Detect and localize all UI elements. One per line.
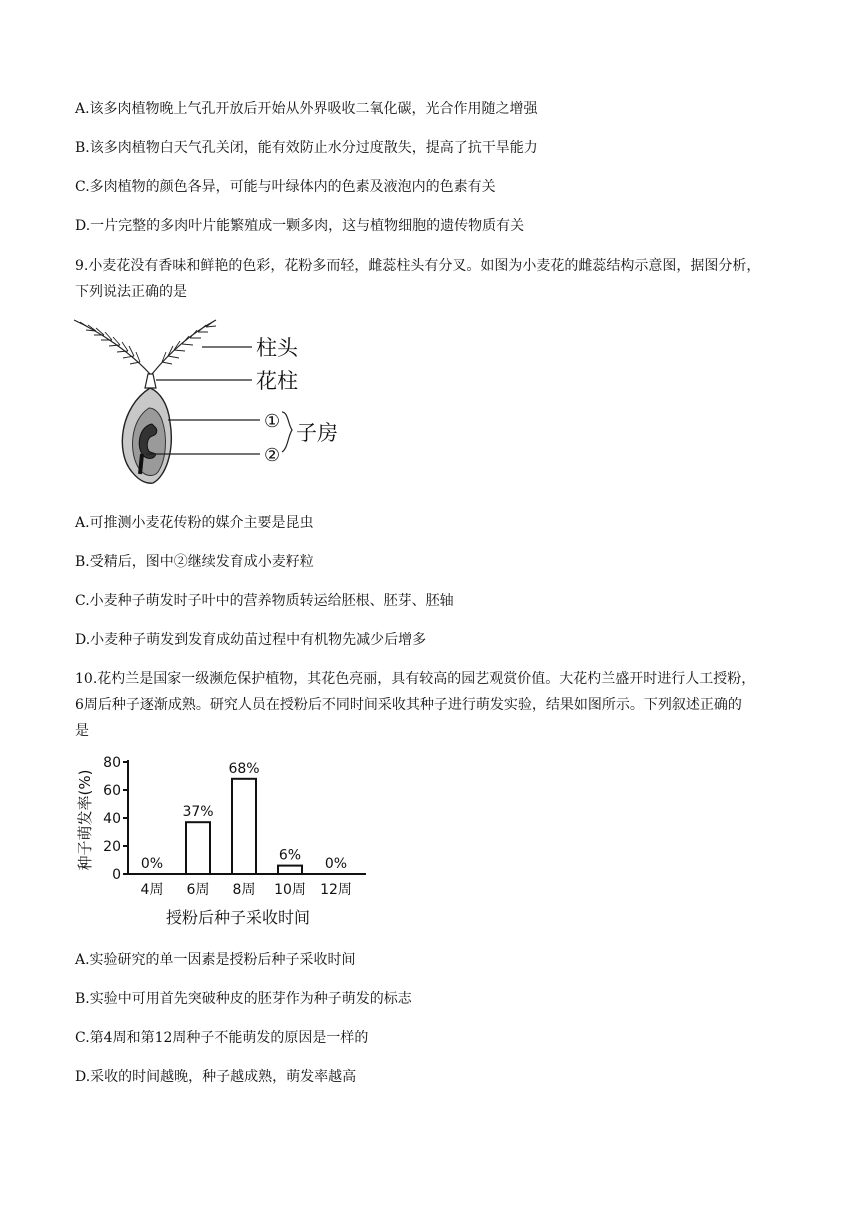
pistil-diagram (70, 312, 350, 492)
q8-option-a: A.该多肉植物晚上气孔开放后开始从外界吸收二氧化碳，光合作用随之增强 (75, 101, 538, 117)
bar-value-label: 0% (140, 856, 164, 872)
q8-option-b: B.该多肉植物白天气孔关闭，能有效防止水分过度散失，提高了抗干旱能力 (75, 140, 538, 156)
q9-stem-line2: 下列说法正确的是 (75, 284, 187, 300)
q10-option-b: B.实验中可用首先突破种皮的胚芽作为种子萌发的标志 (75, 991, 412, 1007)
germination-bar-chart (70, 752, 380, 934)
y-tick-label: 20 (103, 839, 121, 855)
q9-option-d: D.小麦种子萌发到发育成幼苗过程中有机物先减少后增多 (75, 632, 427, 648)
bar-10周 (278, 866, 302, 874)
y-tick-label: 80 (103, 755, 121, 771)
label-style: 花柱 (256, 369, 298, 393)
label-ovary: 子房 (296, 421, 338, 445)
y-tick-label: 60 (103, 783, 121, 799)
x-tick-label: 12周 (320, 882, 352, 898)
x-tick-label: 4周 (140, 882, 164, 898)
bar-value-label: 68% (228, 760, 260, 777)
bar-8周 (232, 779, 256, 874)
q9-option-a: A.可推测小麦花传粉的媒介主要是昆虫 (75, 515, 314, 531)
y-tick-label: 40 (103, 811, 121, 827)
x-axis-label: 授粉后种子采收时间 (165, 908, 311, 927)
bar-6周 (186, 822, 210, 874)
bar-value-label: 0% (324, 856, 348, 872)
q10-stem-line2: 6周后种子逐渐成熟。研究人员在授粉后不同时间采收其种子进行萌发实验，结果如图所示。下列叙述正确的 (75, 697, 742, 713)
label-stigma: 柱头 (256, 336, 298, 360)
q8-option-d: D.一片完整的多肉叶片能繁殖成一颗多肉，这与植物细胞的遗传物质有关 (75, 218, 525, 234)
q10-option-a: A.实验研究的单一因素是授粉后种子采收时间 (75, 952, 356, 968)
style-drawing (145, 374, 156, 388)
bar-value-label: 37% (182, 804, 214, 821)
x-tick-label: 8周 (232, 882, 256, 898)
label-part2: ② (264, 445, 281, 466)
x-tick-label: 10周 (274, 882, 306, 898)
y-axis-label: 种子萌发率(%) (76, 769, 94, 871)
q8-option-c: C.多肉植物的颜色各异，可能与叶绿体内的色素及液泡内的色素有关 (75, 179, 496, 195)
q9-stem-line1: 9.小麦花没有香味和鲜艳的色彩，花粉多而轻，雌蕊柱头有分叉。如图为小麦花的雌蕊结构示意图，据图分析， (75, 258, 761, 274)
stigma-drawing (74, 320, 216, 374)
label-part1: ① (264, 411, 281, 432)
q10-stem-line1: 10.花杓兰是国家一级濒危保护植物，其花色亮丽，具有较高的园艺观赏价值。大花杓兰盛开时进行人工授粉， (75, 671, 756, 687)
x-tick-label: 6周 (186, 882, 210, 898)
q10-option-c: C.第4周和第12周种子不能萌发的原因是一样的 (75, 1030, 369, 1046)
q9-option-c: C.小麦种子萌发时子叶中的营养物质转运给胚根、胚芽、胚轴 (75, 593, 454, 609)
q10-stem-line3: 是 (75, 723, 89, 739)
y-tick-label: 0 (112, 867, 121, 883)
q10-option-d: D.采收的时间越晚，种子越成熟，萌发率越高 (75, 1069, 357, 1085)
q9-option-b: B.受精后，图中②继续发育成小麦籽粒 (75, 554, 314, 570)
bar-value-label: 6% (278, 847, 302, 864)
